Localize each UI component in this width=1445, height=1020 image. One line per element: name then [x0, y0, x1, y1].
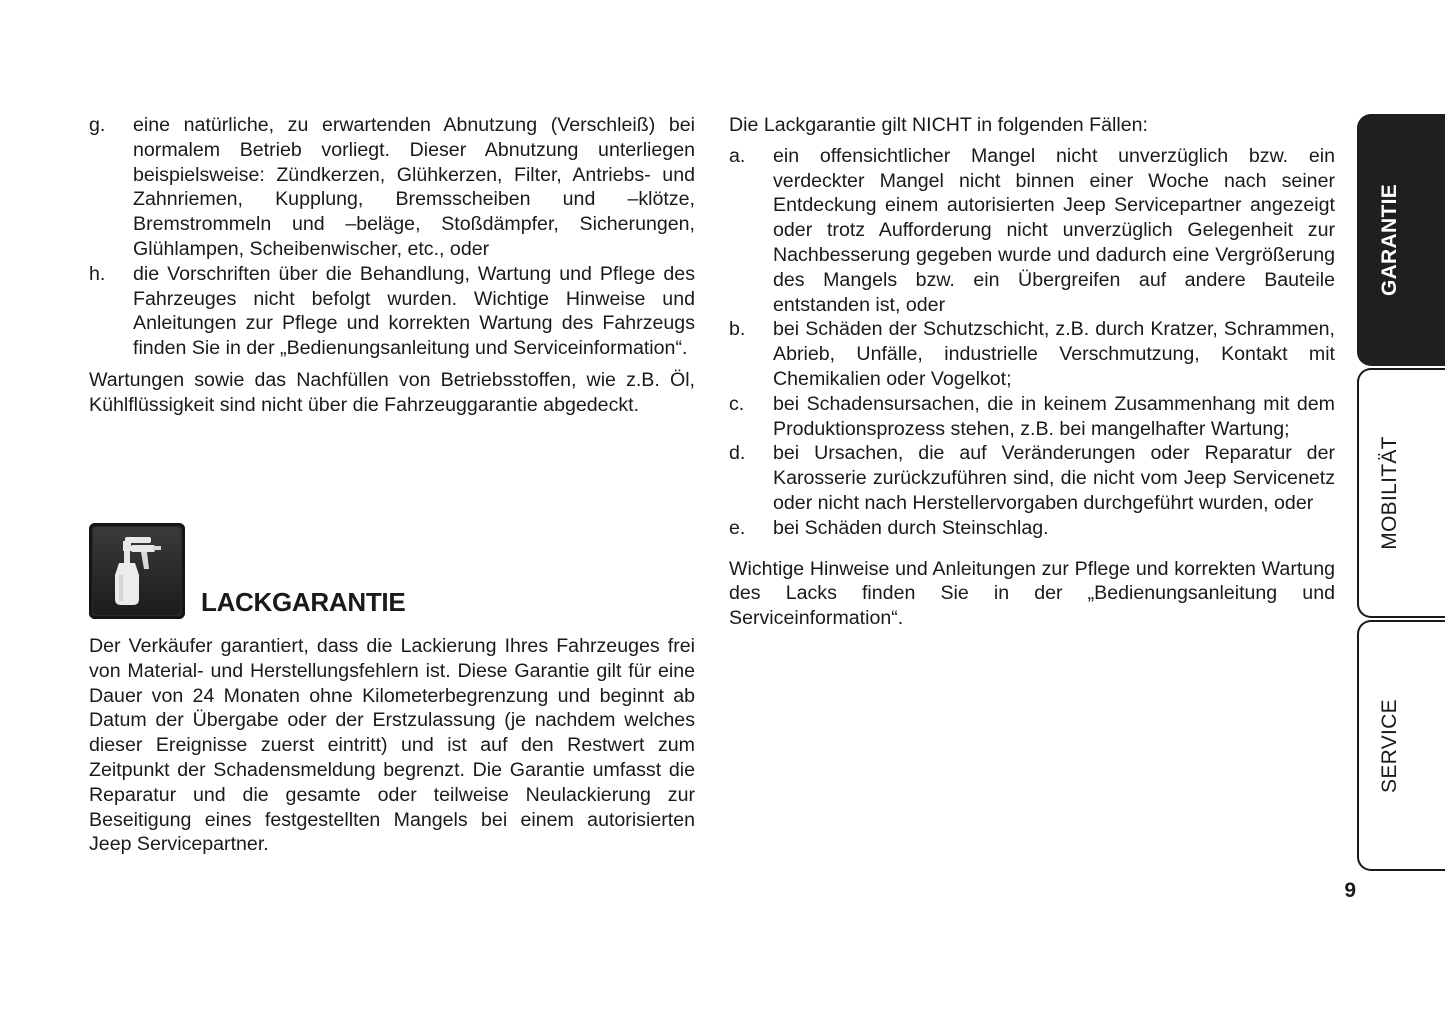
list-item	[89, 262, 695, 361]
list-item	[729, 516, 1335, 541]
list-item-text: ein offensichtlicher Mangel nicht unverzüglich bzw. ein verdeckter Mangel nicht binnen einer Woche nach seiner Entdeckung einem autorisierten Jeep Servicepartner angezeigt oder trotz Aufforderung nicht unverzüglich Gelegenheit zur Nachbesserung gegeben wurde und dadurch eine Vergrößerung des Mangels bzw. ein Übergreifen auf andere Bauteile entstanden ist, oder	[773, 144, 1335, 316]
exclusions-intro: Die Lackgarantie gilt NICHT in folgenden Fällen:	[729, 114, 1148, 136]
list-item-text: bei Schadensursachen, die in keinem Zusammenhang mit dem Produktionsprozess stehen, z.B. bei mangelhafter Wartung;	[773, 392, 1335, 440]
list-item-label: e.	[729, 516, 746, 539]
paint-warranty-section	[89, 523, 695, 857]
tab-label: MOBILITÄT	[1378, 436, 1401, 550]
list-item-label: c.	[729, 392, 745, 415]
paint-warranty-text: Der Verkäufer garantiert, dass die Lackierung Ihres Fahrzeuges frei von Material- und Herstellungsfehlern ist. Diese Garantie gilt für eine Dauer von 24 Monaten ohne Kilometerbegrenzung und beginnt ab Datum der Übergabe oder der Erstzulassung (je nachdem welches dieser Ereignisse zuerst eintritt) und ist auf den Restwert zum Zeitpunkt der Schadensmeldung begrenzt. Die Garantie umfasst die Reparatur und die gesamte oder teilweise Neulackierung zur Beseitigung eines festgestellten Mangels bei einem autorisierten Jeep Servicepartner.	[89, 635, 695, 856]
left-column	[89, 113, 695, 418]
tab-label: SERVICE	[1378, 698, 1401, 793]
list-item-text: eine natürliche, zu erwartenden Abnutzung (Verschleiß) bei normalem Betrieb vorliegt. Dieser Abnutzung unterliegen beispielsweise: Zündkerzen, Glühkerzen, Filter, Antriebs- und Zahnriemen, Kupplung, Bremsscheiben und –klötze, Bremstrommeln und –beläge, Stoßdämpfer, Sicherungen, Glühlampen, Scheibenwischer, etc., oder	[133, 114, 695, 260]
list-item-label: a.	[729, 144, 746, 167]
spray-gun-icon	[89, 523, 185, 619]
list-item-label: h.	[89, 262, 106, 285]
tab-mobilitaet[interactable]	[1357, 368, 1445, 618]
list-item-text: die Vorschriften über die Behandlung, Wartung und Pflege des Fahrzeuges nicht befolgt wurden. Wichtige Hinweise und Anleitungen zur Pflege und korrekten Wartung des Fahrzeugs finden Sie in der „Bedienungsanleitung und Serviceinformation“.	[133, 262, 695, 360]
list-item	[89, 113, 695, 262]
list-item-text: bei Schäden der Schutzschicht, z.B. durch Kratzer, Schrammen, Abrieb, Unfälle, industrielle Verschmutzung, Kontakt mit Chemikalien oder Vogelkot;	[773, 318, 1335, 390]
list-item	[729, 317, 1335, 391]
spray-gun-icon-graphic	[89, 523, 185, 619]
right-column	[729, 113, 1335, 631]
list-item	[729, 144, 1335, 318]
list-item-label: b.	[729, 318, 746, 341]
section-heading: LACKGARANTIE	[201, 587, 406, 617]
list-item	[729, 441, 1335, 515]
list-item-label: d.	[729, 442, 746, 465]
list-item-label: g.	[89, 114, 106, 136]
paint-care-note: Wichtige Hinweise und Anleitungen zur Pflege und korrekten Wartung des Lacks finden Sie in der „Bedienungsanleitung und Serviceinformation“.	[729, 557, 1335, 630]
maintenance-note: Wartungen sowie das Nachfüllen von Betriebsstoffen, wie z.B. Öl, Kühlflüssigkeit sind nicht über die Fahrzeuggarantie abgedeckt.	[89, 368, 695, 416]
list-item-text: bei Ursachen, die auf Veränderungen oder Reparatur der Karosserie zurückzuführen sind, die nicht vom Jeep Servicenetz oder nicht nach Herstellervorgaben durchgeführt wurden, oder	[773, 442, 1335, 514]
list-item-text: bei Schäden durch Steinschlag.	[773, 516, 1049, 539]
tab-service[interactable]	[1357, 620, 1445, 871]
tab-label: GARANTIE	[1378, 183, 1401, 297]
tab-garantie[interactable]	[1357, 114, 1445, 366]
page-number: 9	[1344, 879, 1356, 902]
list-item	[729, 392, 1335, 442]
